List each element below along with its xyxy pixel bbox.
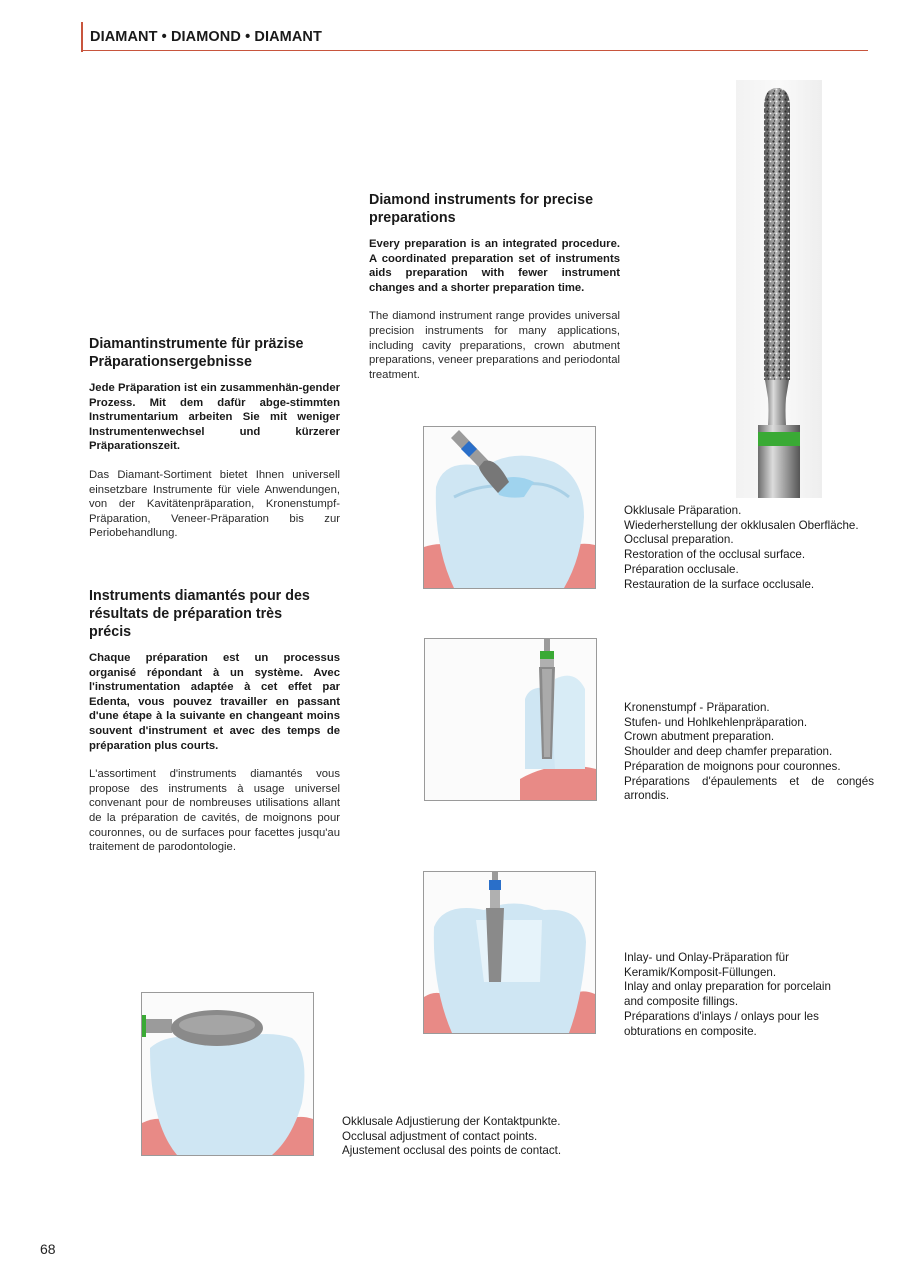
english-heading	[369, 191, 620, 227]
caption-line: Ajustement occlusal des points de contact.	[342, 1144, 562, 1158]
caption-line: Kronenstumpf - Präparation.	[624, 701, 770, 714]
caption-line: obturations en composite.	[624, 1024, 757, 1038]
french-heading-line: précis	[89, 624, 132, 640]
german-heading-line: Präparationsergebnisse	[89, 354, 252, 370]
caption-line: and composite fillings.	[624, 995, 739, 1009]
crown-abutment-image	[424, 638, 597, 801]
contact-adjustment-caption	[342, 1115, 602, 1159]
caption-line: Préparation occlusale.	[624, 562, 739, 576]
french-heading-line: résultats de préparation très	[89, 606, 283, 622]
english-section	[369, 191, 620, 382]
caption-line: Okklusale Adjustierung der Kontaktpunkte.	[342, 1115, 561, 1128]
crown-abutment-caption	[624, 701, 874, 804]
diamond-bur-image	[736, 80, 822, 498]
english-lead: Every preparation is an integrated procedure. A coordinated preparation set of instruments aids preparation with fewer instrument changes and a shorter preparation time.	[369, 238, 620, 294]
caption-line: Préparations d'inlays / onlays pour les	[624, 1009, 819, 1023]
caption-line: Stufen- und Hohlkehlenpräparation.	[624, 715, 808, 729]
inlay-onlay-image	[423, 871, 596, 1034]
caption-line: Occlusal adjustment of contact points.	[342, 1129, 538, 1143]
header-rule	[81, 50, 868, 51]
caption-line: Préparation de moignons pour couronnes.	[624, 759, 841, 773]
caption-line: Restauration de la surface occlusale.	[624, 577, 815, 591]
german-body: Das Diamant-Sortiment bietet Ihnen universell einsetzbare Instrumente für viele Anwendungen, von der Kavitätenpräparation, Kronenstumpf-Präparation, Veneer-Präparation bis zur Periobehandlung.	[89, 468, 340, 540]
contact-adjustment-image	[141, 992, 314, 1156]
french-heading-line: Instruments diamantés pour des	[89, 588, 310, 604]
caption-line: Inlay- und Onlay-Präparation für	[624, 951, 789, 964]
german-lead: Jede Präparation ist ein zusammenhän-gender Prozess. Mit dem dafür abge-stimmten Instrumentarium arbeiten Sie mit weniger Instrumentenwechsel und kürzerer Präparationszeit.	[89, 382, 340, 453]
caption-line: Préparations d'épaulements et de congés arrondis.	[624, 774, 874, 803]
english-heading-line: Diamond instruments for precise	[369, 192, 594, 208]
occlusal-preparation-image	[423, 426, 596, 589]
inlay-onlay-caption	[624, 951, 874, 1039]
german-section	[89, 335, 340, 541]
occlusal-caption	[624, 504, 874, 592]
english-body: The diamond instrument range provides universal precision instruments for many applications, including cavity preparations, crown abutment preparations, veneer preparations and periodontal treatment.	[369, 310, 620, 381]
caption-line: Occlusal preparation.	[624, 533, 734, 547]
caption-line: Wiederherstellung der okklusalen Oberfläche.	[624, 518, 859, 532]
english-heading-line: preparations	[369, 210, 456, 226]
french-section	[89, 587, 340, 855]
french-lead: Chaque préparation est un processus organisé répondant à un système. Avec l'instrumentation adaptée à cet effet par Edenta, vous pouvez travailler en passant d'une étape à la suivante en changeant moins souvent d'instrument et avec des temps de préparation plus courts.	[89, 652, 340, 752]
german-heading	[89, 335, 340, 371]
caption-line: Inlay and onlay preparation for porcelain	[624, 980, 831, 994]
page-header-title: DIAMANT • DIAMOND • DIAMANT	[90, 29, 322, 45]
caption-line: Shoulder and deep chamfer preparation.	[624, 745, 833, 759]
caption-line: Keramik/Komposit-Füllungen.	[624, 965, 777, 979]
german-heading-line: Diamantinstrumente für präzise	[89, 336, 304, 352]
header-accent-bar	[81, 22, 83, 52]
caption-line: Okklusale Präparation.	[624, 504, 742, 517]
caption-line: Restoration of the occlusal surface.	[624, 548, 806, 562]
french-body: L'assortiment d'instruments diamantés vous propose des instruments à usage universel convenant pour de nombreuses utilisations allant de la préparation de cavités, de moignons pour couronnes, ou de surfaces pour facettes jusqu'au traitement de parodontologie.	[89, 768, 340, 854]
page-number: 68	[40, 1241, 56, 1257]
french-heading	[89, 587, 340, 641]
caption-line: Crown abutment preparation.	[624, 730, 775, 744]
